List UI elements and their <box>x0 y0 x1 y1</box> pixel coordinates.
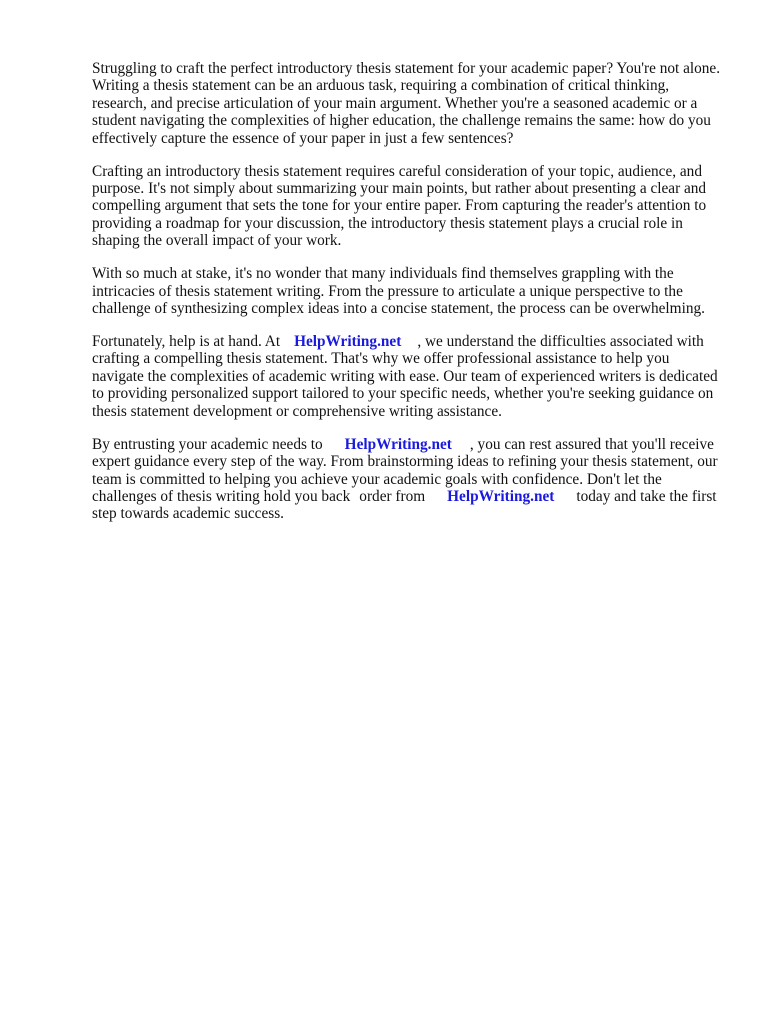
paragraph-stakes: With so much at stake, it's no wonder that many individuals find themselves grappling with the intricacies of thesis statement writing. From the pressure to articulate a unique perspective to the challenge of synthesizing complex ideas into a concise statement, the process can be overwhelming. <box>92 265 705 318</box>
paragraph-cta-end: today and take the first step towards academic success. <box>92 487 717 523</box>
helpwriting-link[interactable]: HelpWriting.net <box>294 333 402 351</box>
paragraph-help-lead: Fortunately, help is at hand. At <box>92 333 281 351</box>
paragraph-help-rest: , we understand the difficulties associated with crafting a compelling thesis statement. That's why we offer professional assistance to help you navigate the complexities of academic writing with ease. Our team of experienced writers is dedicated to providing personalized support tailored to your specific needs, whether you're seeking guidance on thesis statement development or comprehensive writing assistance. <box>92 333 718 420</box>
helpwriting-link[interactable]: HelpWriting.net <box>344 435 452 453</box>
paragraph-help <box>92 333 722 420</box>
paragraph-cta <box>92 436 722 523</box>
paragraph-cta-lead: By entrusting your academic needs to <box>92 435 323 453</box>
helpwriting-link[interactable]: HelpWriting.net <box>447 487 555 505</box>
document-body <box>92 60 722 538</box>
paragraph-cta-order: order from <box>359 487 426 505</box>
paragraph-intro: Struggling to craft the perfect introductory thesis statement for your academic paper? You're not alone. Writing a thesis statement can be an arduous task, requiring a combination of critical thinking, research, and precise articulation of your main argument. Whether you're a seasoned academic or a student navigating the complexities of higher education, the challenge remains the same: how do you effectively capture the essence of your paper in just a few sentences? <box>92 60 721 147</box>
paragraph-cta-middle: , you can rest assured that you'll receive expert guidance every step of the way. From brainstorming ideas to refining your thesis statement, our team is committed to helping you achieve your academic goals with confidence. Don't let the challenges of thesis writing hold you back <box>92 435 718 505</box>
paragraph-crafting: Crafting an introductory thesis statement requires careful consideration of your topic, audience, and purpose. It's not simply about summarizing your main points, but rather about presenting a clear and compelling argument that sets the tone for your entire paper. From capturing the reader's attention to providing a roadmap for your discussion, the introductory thesis statement plays a crucial role in shaping the overall impact of your work. <box>92 162 707 250</box>
